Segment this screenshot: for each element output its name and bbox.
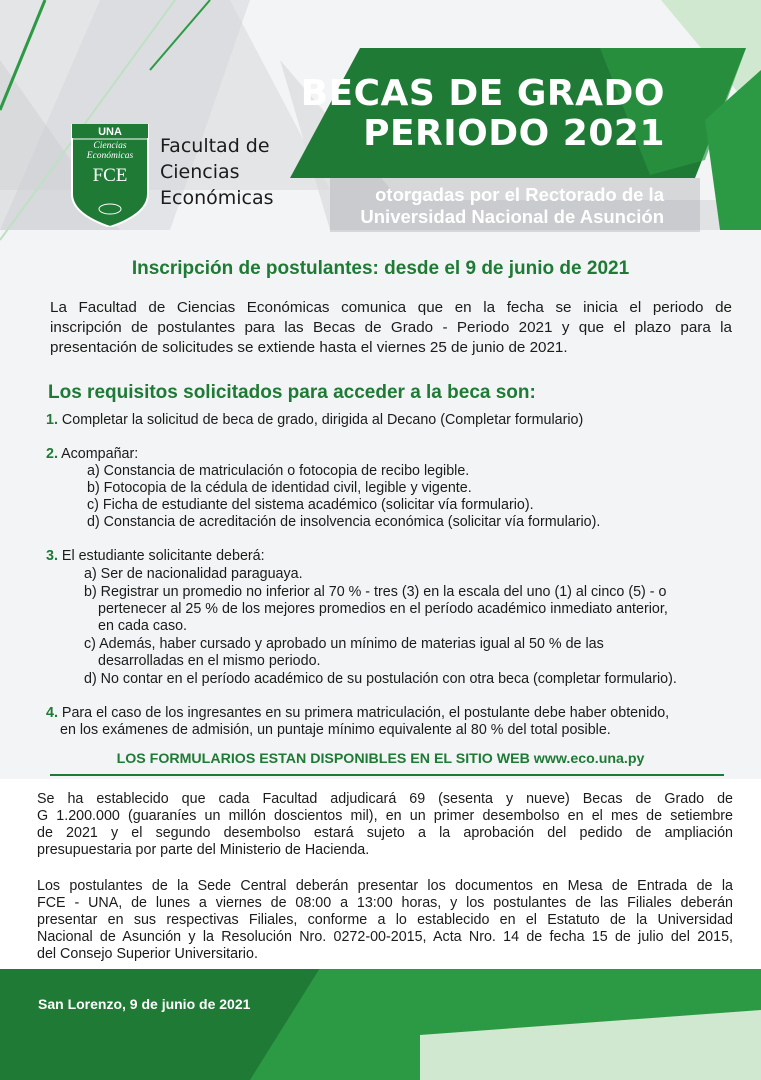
- shield-initials: FCE: [92, 165, 128, 186]
- requirement-3d: d) No contar en el período académico de su postulación con otra beca (completar formulario).: [84, 671, 677, 687]
- requirement-1-number: 1.: [46, 412, 58, 428]
- requirement-3a: a) Ser de nacionalidad paraguaya.: [84, 566, 303, 582]
- subtitle-line-1: otorgadas por el Rectorado de la: [375, 184, 664, 205]
- box-p1-line-3: de 2021 y el segundo desembolso estará sujeto a la aprobación del pedido de ampliación: [37, 825, 733, 841]
- subtitle-line-2: Universidad Nacional de Asunción: [360, 206, 664, 227]
- requirement-3-text: El estudiante solicitante deberá:: [61, 548, 265, 564]
- shield-acronym: UNA: [98, 126, 122, 138]
- title-line-1: BECAS DE GRADO: [300, 73, 665, 114]
- requirement-1-text: Completar la solicitud de beca de grado, dirigida al Decano (Completar formulario): [61, 412, 584, 428]
- box-p1-line-2: G 1.200.000 (guaraníes un millón doscientos mil), en un primer desembolso en el mes de setiembre: [37, 808, 733, 824]
- box-p1-line-4: presupuestaria por parte del Ministerio de Hacienda.: [37, 842, 370, 858]
- requirement-4-line-1: [46, 705, 669, 722]
- shield-script-line-1: Ciencias: [93, 141, 127, 151]
- intro-line-3: presentación de solicitudes se extiende hasta el viernes 25 de junio de 2021.: [50, 339, 568, 356]
- requirement-3-number: 3.: [46, 548, 58, 564]
- requirement-4-line-2: en los exámenes de admisión, un puntaje mínimo equivalente al 80 % del total posible.: [60, 722, 611, 738]
- requirement-3c-line-2: desarrolladas en el mismo periodo.: [98, 653, 321, 669]
- faculty-name-line-3: Económicas: [160, 187, 274, 209]
- box-p2-line-2: FCE - UNA, de lunes a viernes de 08:00 a 13:00 horas, y los postulantes de las Filiales deberán: [37, 895, 733, 911]
- requirements-heading: Los requisitos solicitados para acceder a la beca son:: [48, 382, 536, 403]
- requirement-2c: c) Ficha de estudiante del sistema académico (solicitar vía formulario).: [87, 497, 534, 513]
- box-p2-line-5: del Consejo Superior Universitario.: [37, 946, 258, 962]
- requirement-2b: b) Fotocopia de la cédula de identidad civil, legible y vigente.: [87, 480, 472, 496]
- faculty-name-line-2: Ciencias: [160, 161, 240, 183]
- box-p1-line-1: Se ha establecido que cada Facultad adjudicará 69 (sesenta y nueve) Becas de Grado de: [37, 791, 733, 807]
- requirement-3b-line-1: b) Registrar un promedio no inferior al 70 % - tres (3) en la escala del uno (1) al cinco (5) - o: [84, 584, 667, 600]
- intro-line-2: inscripción de postulantes para las Becas de Grado - Periodo 2021 y que el plazo para la: [50, 319, 732, 336]
- shield-script-line-2: Económicas: [86, 151, 134, 161]
- intro-line-1: La Facultad de Ciencias Económicas comunica que en la fecha se inicia el periodo de: [50, 299, 732, 316]
- notice-box: [0, 779, 761, 969]
- requirement-3b-line-3: en cada caso.: [98, 618, 188, 634]
- title-line-2: PERIODO 2021: [363, 113, 665, 154]
- footer-date: San Lorenzo, 9 de junio de 2021: [38, 996, 251, 1012]
- requirement-2-number: 2.: [46, 446, 58, 462]
- faculty-name-line-1: Facultad de: [160, 135, 270, 157]
- shield-script: [70, 141, 150, 161]
- requirement-3c-line-1: c) Además, haber cursado y aprobado un mínimo de materias igual al 50 % de las: [84, 636, 604, 652]
- requirement-3b-line-2: pertenecer al 25 % de los mejores promedios en el período académico inmediato anterior,: [98, 601, 668, 617]
- requirement-4-text-1: Para el caso de los ingresantes en su primera matriculación, el postulante debe haber obtenido,: [61, 705, 670, 721]
- box-p2-line-3: presentar en sus respectivas Filiales, conforme a lo establecido en el Estatuto de la Universidad: [37, 912, 733, 928]
- requirement-3: [46, 548, 265, 565]
- requirement-1: [46, 412, 583, 429]
- requirement-2: [46, 446, 138, 463]
- requirement-2-text: Acompañar:: [61, 446, 139, 462]
- requirement-4-number: 4.: [46, 705, 58, 721]
- box-p2-line-4: Nacional de Asunción y la Resolución Nro. 0272-00-2015, Acta Nro. 14 de fecha 15 de julio del 2015,: [37, 929, 733, 945]
- requirement-2d: d) Constancia de acreditación de insolvencia económica (solicitar vía formulario).: [87, 514, 601, 530]
- fce-shield-logo: [70, 124, 150, 227]
- inscription-heading: Inscripción de postulantes: desde el 9 de junio de 2021: [131, 258, 630, 279]
- forms-notice: LOS FORMULARIOS ESTAN DISPONIBLES EN EL SITIO WEB www.eco.una.py: [116, 751, 645, 767]
- box-p2-line-1: Los postulantes de la Sede Central deberán presentar los documentos en Mesa de Entrada de la: [37, 878, 733, 894]
- requirement-2a: a) Constancia de matriculación o fotocopia de recibo legible.: [87, 463, 470, 479]
